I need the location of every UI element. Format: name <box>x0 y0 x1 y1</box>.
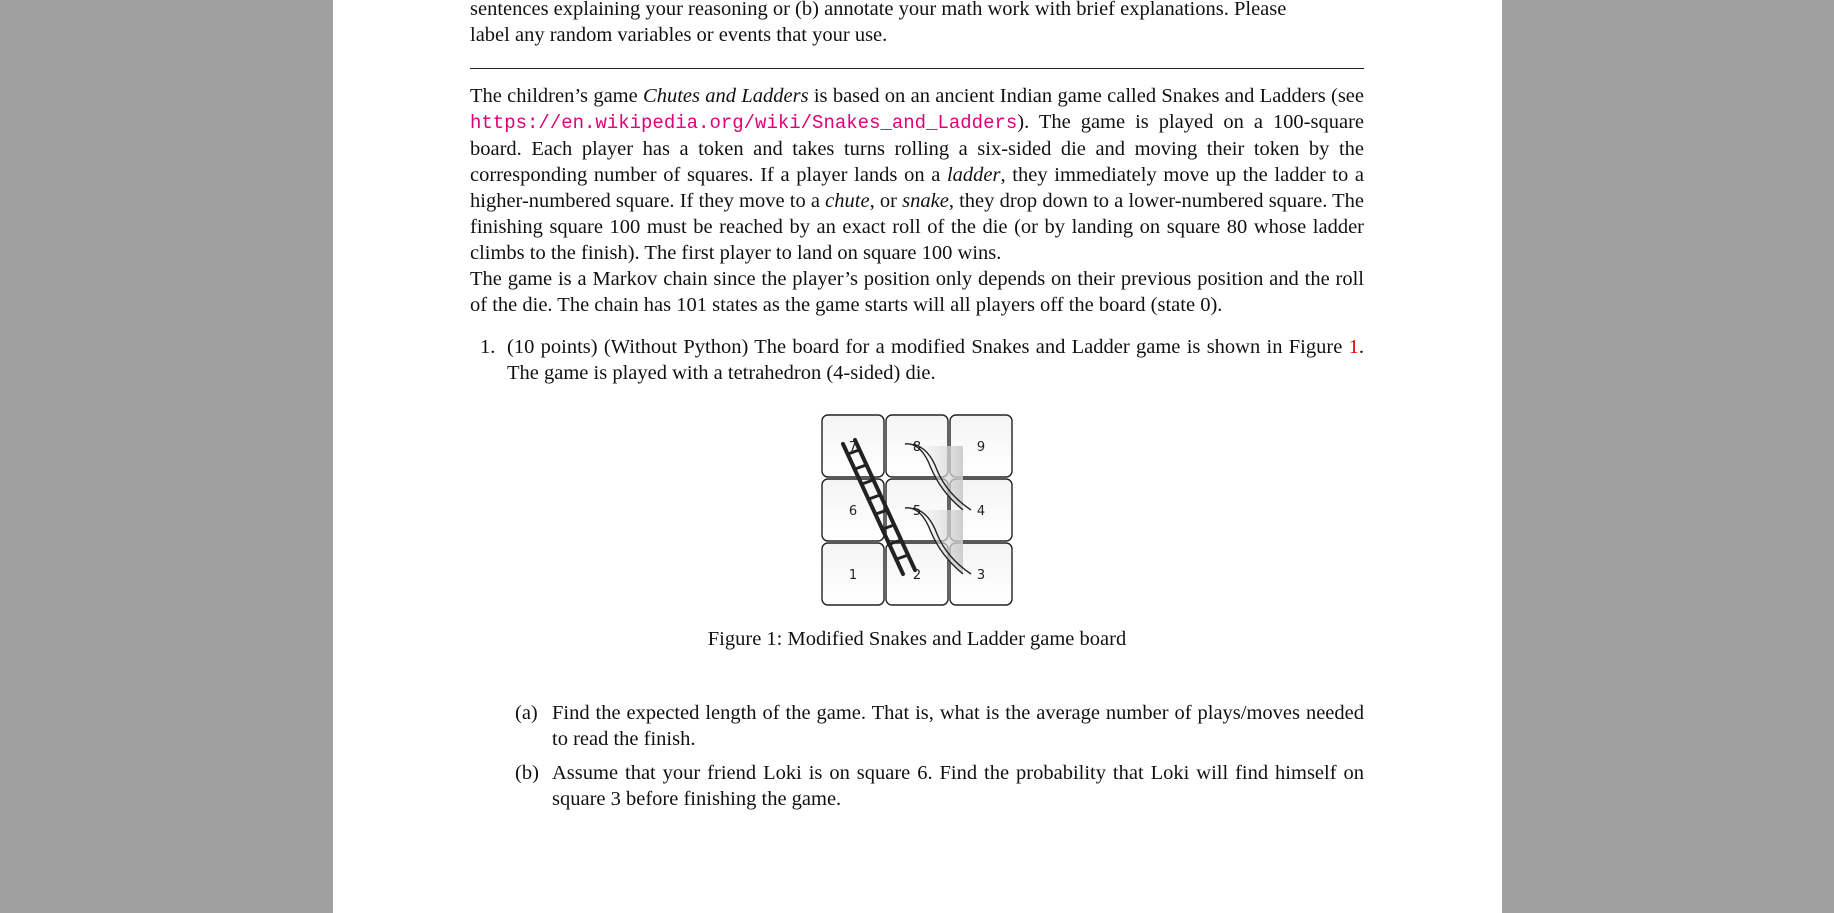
cell-label: 8 <box>912 440 922 455</box>
cell-label: 6 <box>848 504 858 519</box>
figure-caption: Figure 1: Modified Snakes and Ladder game board <box>707 628 1127 650</box>
paragraph-markov-chain: The game is a Markov chain since the player’s position only depends on their previous position and the roll of the die. The chain has 101 states as the game starts will all players off the board (state 0). <box>470 268 1364 316</box>
cell-label: 1 <box>848 568 858 583</box>
para1-text-4: , they immediately move up the ladder to a higher-numbered square. If they move to a <box>470 164 1365 212</box>
subquestion-text: Find the expected length of the game. That is, what is the average number of plays/moves needed to read the finish. <box>552 702 1364 750</box>
subquestion-a <box>470 700 1364 752</box>
intro-text <box>470 0 1364 48</box>
cell-label: 5 <box>912 504 922 519</box>
paragraph-game-description <box>470 83 1364 266</box>
cell-label: 4 <box>976 504 986 519</box>
para1-text-3: ). The game is played on a 100-square board. Each player has a token and takes turns rolling a six-sided die and moving their token by the corresponding number of squares. If a player lands on a <box>470 111 1364 186</box>
para1-text-5: , or <box>869 190 903 212</box>
intro-line-2: label any random variables or events that your use. <box>470 24 888 46</box>
para1-text-2: is based on an ancient Indian game called Snakes and Ladders (see <box>808 85 1364 107</box>
para1-text-6: , they drop down to a lower-numbered square. The finishing square 100 must be reached by an exact roll of the die (or by landing on square 80 whose ladder climbs to the finish). The first player to land on square 100 wins. <box>470 190 1365 264</box>
subquestion-label: (a) <box>515 702 538 724</box>
game-name: Chutes and Ladders <box>643 85 809 107</box>
para1-text-1: The children’s game <box>470 85 644 107</box>
page-content <box>470 0 1364 812</box>
document-page <box>333 0 1502 913</box>
game-board <box>821 414 1017 610</box>
horizontal-rule <box>470 68 1364 69</box>
chute-term: chute <box>825 190 870 212</box>
subquestion-label: (b) <box>515 762 539 784</box>
snake-term: snake <box>902 190 949 212</box>
cell-label: 2 <box>912 568 922 583</box>
ladder-term: ladder <box>946 164 1001 186</box>
intro-line-1: sentences explaining your reasoning or (b) annotate your math work with brief explanations. Please <box>470 0 1287 20</box>
cell-label: 3 <box>976 568 986 583</box>
figure-ref-link[interactable]: 1 <box>1348 336 1359 358</box>
figure-1 <box>470 414 1364 614</box>
cell-label: 9 <box>976 440 986 455</box>
question-text-2: . The game is played with a tetrahedron (4-sided) die. <box>507 336 1364 384</box>
question-1 <box>470 334 1364 386</box>
question-text-1: (10 points) (Without Python) The board for a modified Snakes and Ladder game is shown in Figure <box>507 336 1349 358</box>
subquestion-b <box>470 760 1364 812</box>
wikipedia-link[interactable]: https://en.wikipedia.org/wiki/Snakes_and_Ladders <box>470 112 1018 134</box>
cell-label: 7 <box>848 440 858 455</box>
subquestion-text: Assume that your friend Loki is on square 6. Find the probability that Loki will find himself on square 3 before finishing the game. <box>552 762 1364 810</box>
question-number: 1. <box>480 336 496 358</box>
